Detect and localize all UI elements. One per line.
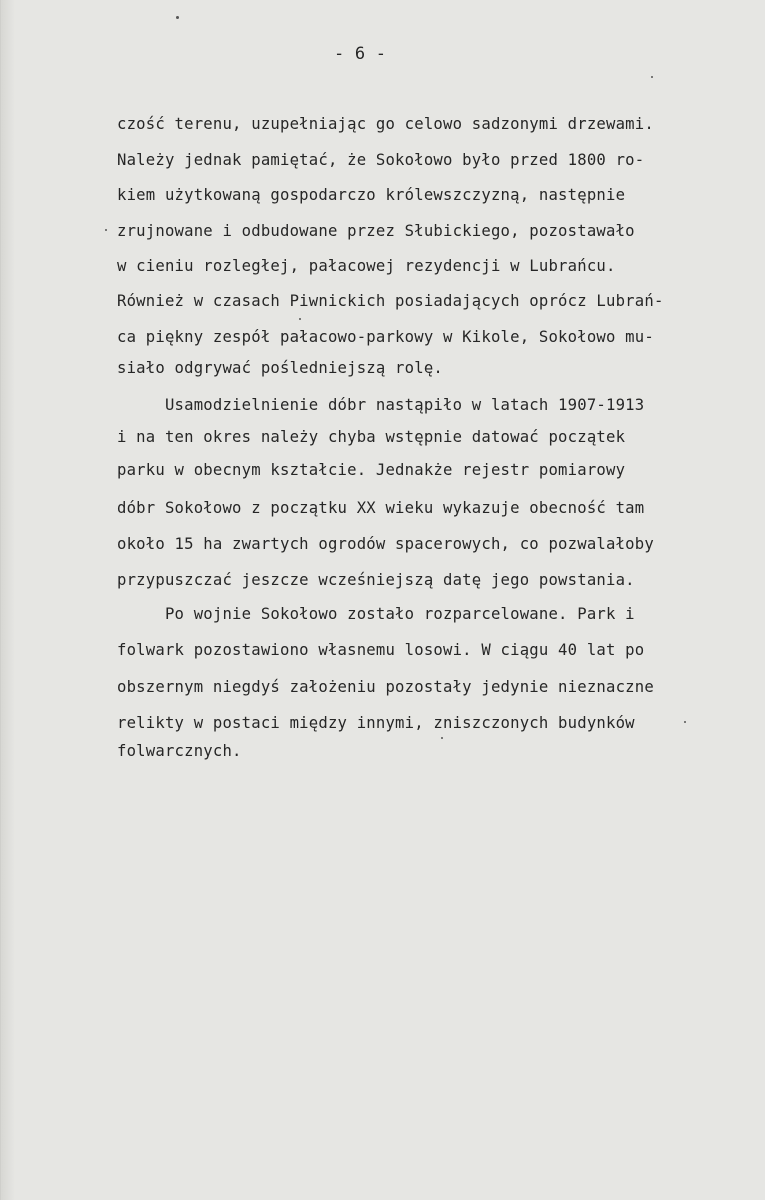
page-number: - 6 - bbox=[334, 44, 387, 64]
text-line: siało odgrywać pośledniejszą rolę. bbox=[117, 359, 443, 377]
text-line: przypuszczać jeszcze wcześniejszą datę jego powstania. bbox=[117, 571, 635, 589]
ink-speck bbox=[176, 16, 179, 19]
text-line: Należy jednak pamiętać, że Sokołowo było przed 1800 ro- bbox=[117, 151, 645, 169]
text-line: około 15 ha zwartych ogrodów spacerowych, co pozwalałoby bbox=[117, 535, 654, 553]
ink-speck bbox=[105, 229, 107, 231]
text-line: dóbr Sokołowo z początku XX wieku wykazuje obecność tam bbox=[117, 499, 645, 517]
text-line: zrujnowane i odbudowane przez Słubickiego, pozostawało bbox=[117, 222, 635, 240]
text-line: Po wojnie Sokołowo zostało rozparcelowane. Park i bbox=[117, 605, 635, 623]
ink-speck bbox=[684, 721, 686, 723]
text-line: w cieniu rozległej, pałacowej rezydencji w Lubrańcu. bbox=[117, 257, 616, 275]
ink-speck bbox=[299, 318, 301, 320]
text-line: ca piękny zespół pałacowo-parkowy w Kikole, Sokołowo mu- bbox=[117, 328, 654, 346]
text-line: parku w obecnym kształcie. Jednakże rejestr pomiarowy bbox=[117, 461, 626, 479]
text-line: relikty w postaci między innymi, zniszczonych budynków bbox=[117, 714, 635, 732]
text-line: folwarcznych. bbox=[117, 742, 242, 760]
text-line: folwark pozostawiono własnemu losowi. W ciągu 40 lat po bbox=[117, 641, 645, 659]
text-line: czość terenu, uzupełniając go celowo sadzonymi drzewami. bbox=[117, 115, 654, 133]
text-line: kiem użytkowaną gospodarczo królewszczyzną, następnie bbox=[117, 186, 626, 204]
ink-speck bbox=[441, 737, 443, 739]
text-line: Usamodzielnienie dóbr nastąpiło w latach 1907-1913 bbox=[117, 396, 645, 414]
text-line: obszernym niegdyś założeniu pozostały jedynie nieznaczne bbox=[117, 678, 654, 696]
text-line: Również w czasach Piwnickich posiadających oprócz Lubrań- bbox=[117, 292, 664, 310]
ink-speck bbox=[651, 76, 653, 78]
text-line: i na ten okres należy chyba wstępnie datować początek bbox=[117, 428, 626, 446]
